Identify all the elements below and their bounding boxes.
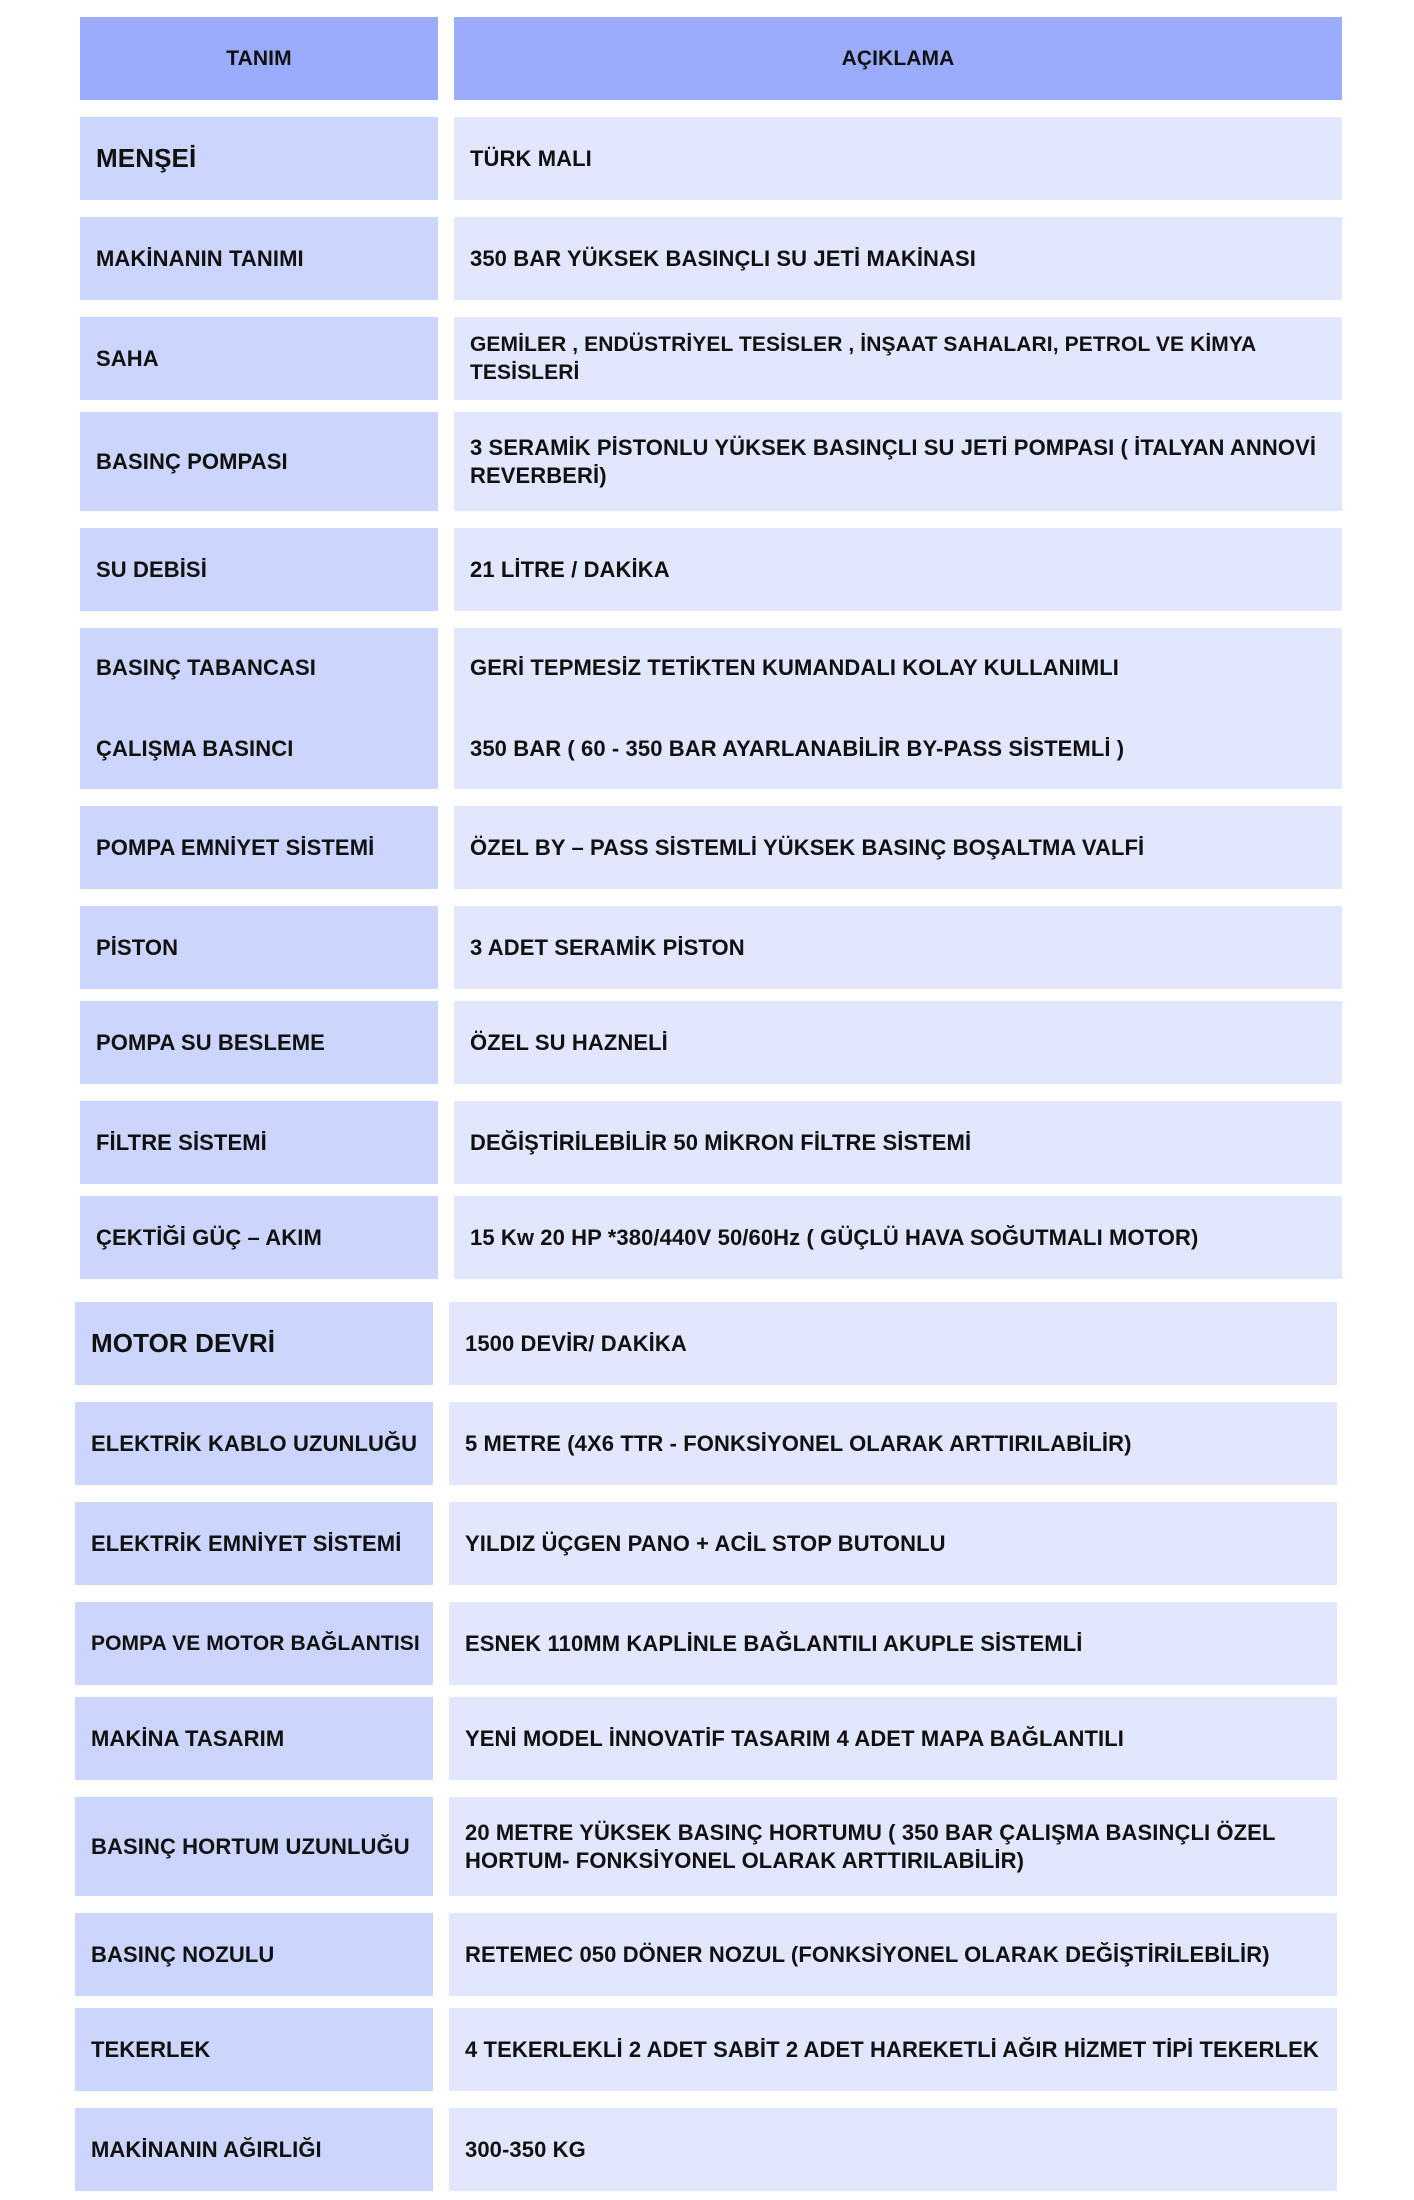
table-row-value: ÖZEL BY – PASS SİSTEMLİ YÜKSEK BASINÇ BOŞALTMA VALFİ	[454, 806, 1342, 889]
header-tanim: TANIM	[80, 17, 438, 100]
table-row-label: MENŞEİ	[80, 117, 438, 200]
table-row-value: 1500 DEVİR/ DAKİKA	[449, 1302, 1337, 1385]
table-row-label: BASINÇ NOZULU	[75, 1913, 433, 1996]
table-row-value: GERİ TEPMESİZ TETİKTEN KUMANDALI KOLAY KULLANIMLI	[470, 655, 1120, 681]
table-row-label: ÇEKTİĞİ GÜÇ – AKIM	[80, 1196, 438, 1279]
table-row-value: 3 SERAMİK PİSTONLU YÜKSEK BASINÇLI SU JETİ POMPASI ( İTALYAN ANNOVİ REVERBERİ)	[454, 412, 1342, 511]
table-row-value: ÖZEL SU HAZNELİ	[454, 1001, 1342, 1084]
table-row-value: 300-350 KG	[449, 2108, 1337, 2191]
table-row-value: 21 LİTRE / DAKİKA	[454, 528, 1342, 611]
table-row-label: POMPA VE MOTOR BAĞLANTISI	[75, 1602, 433, 1685]
table-row-group-label	[80, 628, 438, 789]
table-row-label: BASINÇ HORTUM UZUNLUĞU	[75, 1797, 433, 1896]
table-row-value: YILDIZ ÜÇGEN PANO + ACİL STOP BUTONLU	[449, 1502, 1337, 1585]
table-row-label: BASINÇ TABANCASI	[96, 655, 316, 681]
table-row-value: YENİ MODEL İNNOVATİF TASARIM 4 ADET MAPA BAĞLANTILI	[449, 1697, 1337, 1780]
table-row-label: SU DEBİSİ	[80, 528, 438, 611]
table-row-label: POMPA SU BESLEME	[80, 1001, 438, 1084]
table-row-value: 3 ADET SERAMİK PİSTON	[454, 906, 1342, 989]
table-row-label: ELEKTRİK KABLO UZUNLUĞU	[75, 1402, 433, 1485]
table-row-value: 4 TEKERLEKLİ 2 ADET SABİT 2 ADET HAREKETLİ AĞIR HİZMET TİPİ TEKERLEK	[449, 2008, 1337, 2091]
table-row-label: FİLTRE SİSTEMİ	[80, 1101, 438, 1184]
table-row-value: 15 Kw 20 HP *380/440V 50/60Hz ( GÜÇLÜ HAVA SOĞUTMALI MOTOR)	[454, 1196, 1342, 1279]
header-aciklama: AÇIKLAMA	[454, 17, 1342, 100]
table-row-value: 5 METRE (4X6 TTR - FONKSİYONEL OLARAK ARTTIRILABİLİR)	[449, 1402, 1337, 1485]
table-row-label: ELEKTRİK EMNİYET SİSTEMİ	[75, 1502, 433, 1585]
table-row-value: DEĞİŞTİRİLEBİLİR 50 MİKRON FİLTRE SİSTEMİ	[454, 1101, 1342, 1184]
table-row-label: ÇALIŞMA BASINCI	[96, 735, 294, 761]
table-row-value: 20 METRE YÜKSEK BASINÇ HORTUMU ( 350 BAR ÇALIŞMA BASINÇLI ÖZEL HORTUM- FONKSİYONEL OLARAK ARTTIRILABİLİR)	[449, 1797, 1337, 1896]
table-row-label: MAKİNANIN TANIMI	[80, 217, 438, 300]
table-row-value: TÜRK MALI	[454, 117, 1342, 200]
table-row-value: ESNEK 110MM KAPLİNLE BAĞLANTILI AKUPLE SİSTEMLİ	[449, 1602, 1337, 1685]
table-row-label: SAHA	[80, 317, 438, 400]
table-row-label: MAKİNA TASARIM	[75, 1697, 433, 1780]
table-row-value: RETEMEC 050 DÖNER NOZUL (FONKSİYONEL OLARAK DEĞİŞTİRİLEBİLİR)	[449, 1913, 1337, 1996]
table-row-group-value	[454, 628, 1342, 789]
table-row-value: GEMİLER , ENDÜSTRİYEL TESİSLER , İNŞAAT SAHALARI, PETROL VE KİMYA TESİSLERİ	[454, 317, 1342, 400]
table-row-value: 350 BAR YÜKSEK BASINÇLI SU JETİ MAKİNASI	[454, 217, 1342, 300]
table-row-label: MOTOR DEVRİ	[75, 1302, 433, 1385]
table-row-label: POMPA EMNİYET SİSTEMİ	[80, 806, 438, 889]
table-row-label: BASINÇ POMPASI	[80, 412, 438, 511]
table-row-value: 350 BAR ( 60 - 350 BAR AYARLANABİLİR BY-PASS SİSTEMLİ )	[470, 735, 1125, 761]
table-row-label: PİSTON	[80, 906, 438, 989]
table-row-label: TEKERLEK	[75, 2008, 433, 2091]
table-row-label: MAKİNANIN AĞIRLIĞI	[75, 2108, 433, 2191]
